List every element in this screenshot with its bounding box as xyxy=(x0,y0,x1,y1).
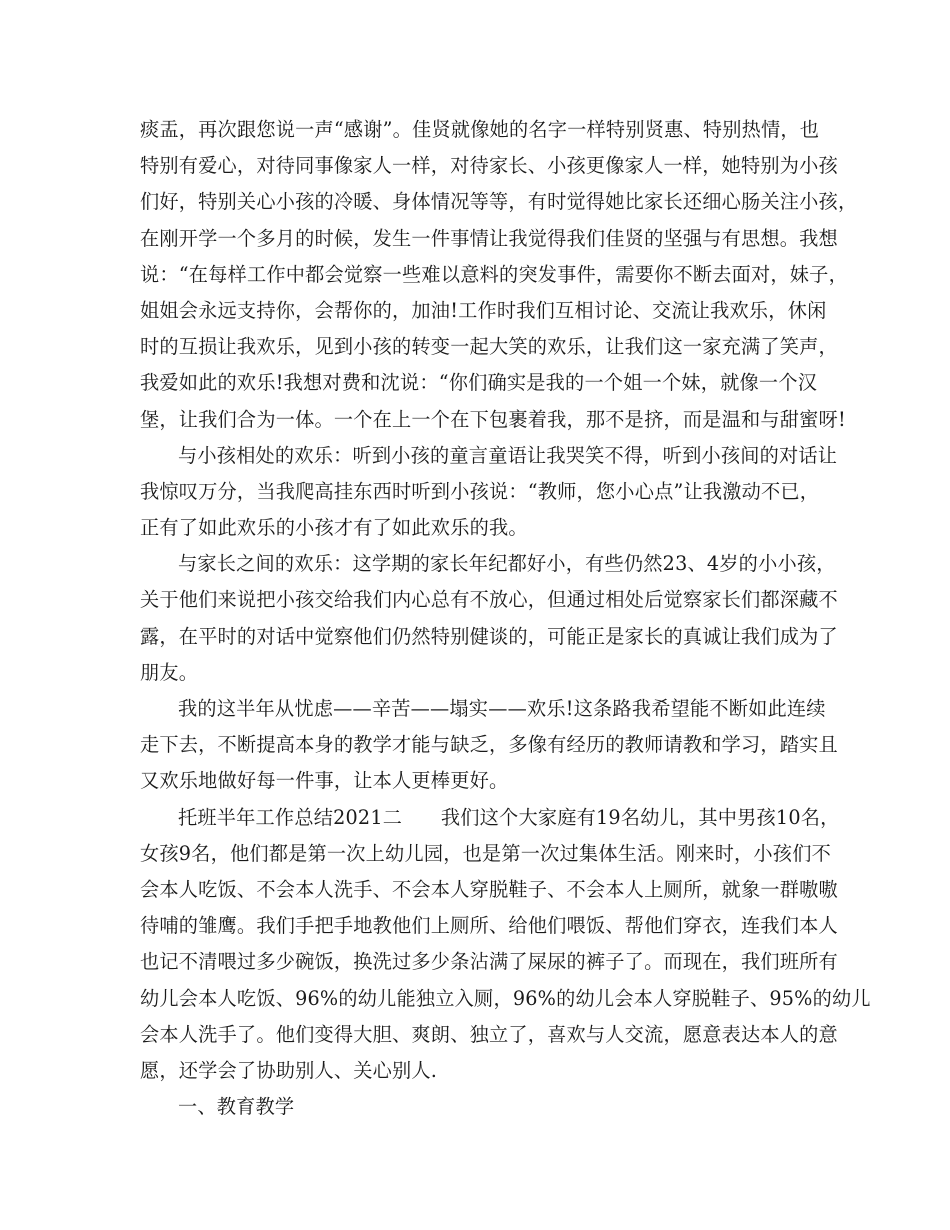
text-line: 会本人洗手了。他们变得大胆、爽朗、独立了，喜欢与人交流，愿意表达本人的意 xyxy=(140,1022,838,1046)
text-line: 会本人吃饭、不会本人洗手、不会本人穿脱鞋子、不会本人上厕所，就象一群嗷嗷 xyxy=(140,877,838,901)
text-line: 们好，特别关心小孩的冷暖、身体情况等等，有时觉得她比家长还细心肠关注小孩， xyxy=(140,190,858,214)
paragraph-first-line: 托班半年工作总结2021二 我们这个大家庭有19名幼儿，其中男孩10名， xyxy=(178,805,840,829)
text-line: 待哺的雏鹰。我们手把手地教他们上厕所、给他们喂饭、帮他们穿衣，连我们本人 xyxy=(140,914,838,938)
paragraph-first-line: 与家长之间的欢乐：这学期的家长年纪都好小，有些仍然23、4岁的小小孩， xyxy=(178,552,836,576)
text-line: 我惊叹万分，当我爬高挂东西时听到小孩说：“教师，您小心点”让我激动不已， xyxy=(140,479,820,503)
text-line: 姐姐会永远支持你，会帮你的，加油!工作时我们互相讨论、交流让我欢乐，休闲 xyxy=(140,298,827,322)
text-line: 说：“在每样工作中都会觉察一些难以意料的突发事件，需要你不断去面对，妹子， xyxy=(140,262,848,286)
text-line: 露，在平时的对话中觉察他们仍然特别健谈的，可能正是家长的真诚让我们成为了 xyxy=(140,624,838,648)
text-line: 堡，让我们合为一体。一个在上一个在下包裹着我，那不是挤，而是温和与甜蜜呀! xyxy=(140,407,846,431)
text-line: 痰盂，再次跟您说一声“感谢”。佳贤就像她的名字一样特别贤惠、特别热情，也 xyxy=(140,118,820,141)
text-line: 女孩9名，他们都是第一次上幼儿园，也是第一次过集体生活。刚来时，小孩们不 xyxy=(140,841,831,865)
text-line: 朋友。 xyxy=(140,660,199,684)
text-line: 特别有爱心，对待同事像家人一样，对待家长、小孩更像家人一样，她特别为小孩 xyxy=(140,154,838,178)
text-line: 也记不清喂过多少碗饭，换洗过多少条沾满了屎尿的裤子了。而现在，我们班所有 xyxy=(140,950,838,974)
paragraph-first-line: 与小孩相处的欢乐：听到小孩的童言童语让我哭笑不得，听到小孩间的对话让 xyxy=(178,443,838,467)
text-line: 又欢乐地做好每一件事，让本人更棒更好。 xyxy=(140,769,509,793)
text-line: 愿，还学会了协助别人、关心别人. xyxy=(140,1058,438,1082)
document-body xyxy=(140,112,871,1125)
section-heading: 一、教育教学 xyxy=(178,1095,295,1119)
text-line: 我爱如此的欢乐!我想对费和沈说：“你们确实是我的一个姐一个妹，就像一个汉 xyxy=(140,371,818,395)
text-line: 在刚开学一个多月的时候，发生一件事情让我觉得我们佳贤的坚强与有思想。我想 xyxy=(140,226,838,250)
text-line: 幼儿会本人吃饭、96%的幼儿能独立入厕，96%的幼儿会本人穿脱鞋子、95%的幼儿 xyxy=(140,986,871,1010)
text-line: 关于他们来说把小孩交给我们内心总有不放心，但通过相处后觉察家长们都深藏不 xyxy=(140,588,838,612)
text-line: 时的互损让我欢乐，见到小孩的转变一起大笑的欢乐，让我们这一家充满了笑声， xyxy=(140,335,838,359)
text-line: 正有了如此欢乐的小孩才有了如此欢乐的我。 xyxy=(140,516,528,540)
text-line: 走下去，不断提高本身的教学才能与缺乏，多像有经历的教师请教和学习，踏实且 xyxy=(140,733,838,757)
paragraph-first-line: 我的这半年从忧虑——辛苦——塌实——欢乐!这条路我希望能不断如此连续 xyxy=(178,697,826,720)
